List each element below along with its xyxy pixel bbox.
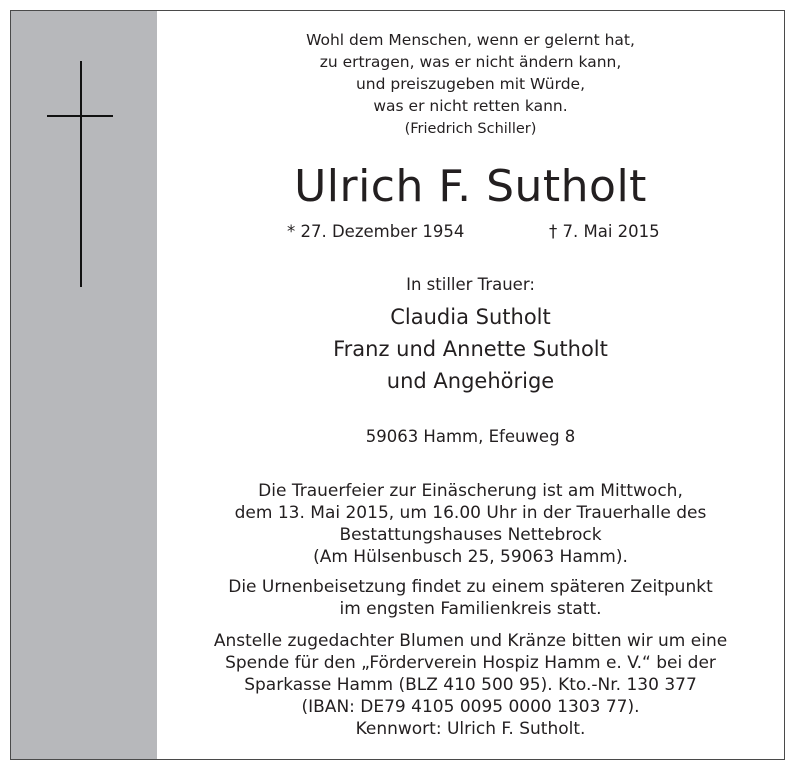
ceremony-line: dem 13. Mai 2015, um 16.00 Uhr in der Trauerhalle des (234, 503, 707, 523)
notice-content (157, 11, 784, 759)
quote-author: (Friedrich Schiller) (404, 121, 537, 137)
donation-line: Kennwort: Ulrich F. Sutholt. (355, 719, 586, 739)
donation-line: (IBAN: DE79 4105 0095 0000 1303 77). (301, 697, 640, 717)
cross-vertical-bar (80, 61, 82, 287)
death-date: † 7. Mai 2015 (549, 222, 660, 241)
mourning-intro: In stiller Trauer: (406, 275, 535, 294)
ceremony-line: Bestattungshauses Nettebrock (339, 525, 602, 545)
quote-line: Wohl dem Menschen, wenn er gelernt hat, (306, 31, 635, 49)
ceremony-line: Die Trauerfeier zur Einäscherung ist am Mittwoch, (258, 481, 683, 501)
cross-horizontal-bar (47, 115, 113, 117)
quote-line: zu ertragen, was er nicht ändern kann, (319, 53, 622, 71)
urn-line: Die Urnenbeisetzung findet zu einem späteren Zeitpunkt (228, 577, 713, 597)
cross-icon (47, 61, 113, 287)
mourner-address: 59063 Hamm, Efeuweg 8 (365, 427, 576, 446)
mourner-name: Claudia Sutholt (390, 305, 551, 329)
donation-line: Anstelle zugedachter Blumen und Kränze bitten wir um eine (213, 631, 728, 651)
deceased-name: Ulrich F. Sutholt (294, 161, 647, 212)
side-band (11, 11, 157, 759)
mourner-name: und Angehörige (386, 369, 555, 393)
quote-line: und preiszugeben mit Würde, (355, 75, 586, 93)
mourner-name: Franz und Annette Sutholt (333, 337, 608, 361)
obituary-notice (10, 10, 785, 760)
donation-line: Sparkasse Hamm (BLZ 410 500 95). Kto.-Nr. 130 377 (244, 675, 697, 695)
birth-date: * 27. Dezember 1954 (287, 222, 465, 241)
urn-line: im engsten Familienkreis statt. (339, 599, 602, 619)
quote-line: was er nicht retten kann. (373, 97, 568, 115)
ceremony-line: (Am Hülsenbusch 25, 59063 Hamm). (313, 547, 628, 567)
donation-line: Spende für den „Förderverein Hospiz Hamm e. V.“ bei der (225, 653, 716, 673)
